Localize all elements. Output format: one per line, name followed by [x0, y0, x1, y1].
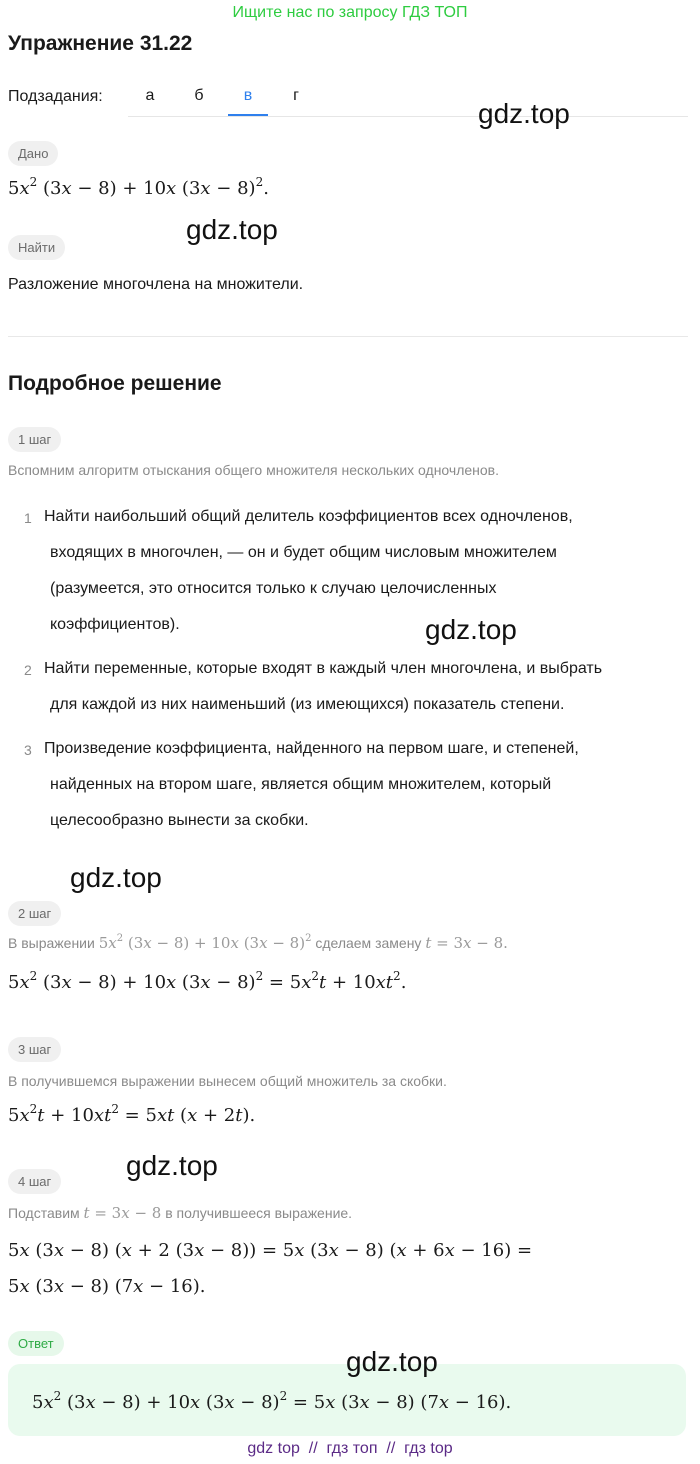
- footer-links[interactable]: gdz top // гдз топ // гдз top: [247, 1440, 453, 1457]
- watermark: gdz.top: [70, 862, 162, 893]
- given-expression: $5x^2$ (3x − 8) + 10x $(3x - 8)^2$.: [8, 175, 269, 199]
- step-4-note: Подставим t = 3x − 8 в получившееся выражение.: [8, 1204, 353, 1222]
- answer-equation: $5x^2$ (3x − 8) + 10x $(3x - 8)^2 = 5x$ (3x − 8) (7x − 16).: [32, 1389, 512, 1413]
- subtasks-label: Подзадания:: [8, 88, 103, 105]
- step-3-note: В получившемся выражении вынесем общий множитель за скобки.: [8, 1073, 447, 1089]
- page-title: Упражнение 31.22: [8, 32, 193, 55]
- answer-badge: Ответ: [8, 1331, 64, 1356]
- list-item-number: 3: [24, 742, 32, 758]
- find-text: Разложение многочлена на множители.: [8, 276, 304, 293]
- step-2-badge: 2 шаг: [8, 901, 61, 926]
- watermark: gdz.top: [126, 1150, 218, 1181]
- search-banner: Ищите нас по запросу ГДЗ ТОП: [232, 4, 468, 21]
- step-2-note: В выражении $5x^2$ (3x − 8) + 10x $(3x - 8)^2$ сделаем замену t = 3x − 8.: [8, 933, 508, 952]
- watermark: gdz.top: [346, 1346, 438, 1377]
- list-item-number: 2: [24, 662, 32, 678]
- step-4-equation-line-1: 5x (3x − 8) (x + 2 (3x − 8)) = 5x (3x − 8) (x + 6x − 16) =: [8, 1240, 533, 1261]
- tab-v[interactable]: в: [243, 87, 253, 104]
- subtask-tabs: [128, 78, 688, 117]
- given-badge: Дано: [8, 141, 58, 166]
- solution-heading: Подробное решение: [8, 372, 222, 395]
- tab-a[interactable]: а: [145, 87, 155, 104]
- step-2-equation: $5x^2$ (3x − 8) + 10x $(3x - 8)^2 = 5x^2t + 10xt^2$.: [8, 969, 407, 993]
- step-4-badge: 4 шаг: [8, 1169, 61, 1194]
- list-item: Произведение коэффициента, найденного на первом шаге, и степеней, найденных на втором шаге, является общим множителем, который целесообразно вынести за скобки.: [44, 740, 579, 829]
- tab-g[interactable]: г: [293, 87, 299, 104]
- step-3-badge: 3 шаг: [8, 1037, 61, 1062]
- active-tab-indicator: [228, 114, 268, 116]
- tab-b[interactable]: б: [194, 87, 204, 104]
- list-item: Найти наибольший общий делитель коэффициентов всех одночленов, входящих в многочлен, — он и будет общим числовым множителем (разумеется, это относится только к случаю целочисленных коэффициентов).: [44, 508, 573, 633]
- watermark: gdz.top: [478, 98, 570, 129]
- divider: [8, 336, 688, 337]
- find-badge: Найти: [8, 235, 65, 260]
- list-item: Найти переменные, которые входят в каждый член многочлена, и выбрать для каждой из них наименьший (из имеющихся) показатель степени.: [44, 660, 603, 713]
- step-4-equation-line-2: 5x (3x − 8) (7x − 16).: [8, 1276, 206, 1297]
- watermark: gdz.top: [186, 214, 278, 245]
- step-1-note: Вспомним алгоритм отыскания общего множителя нескольких одночленов.: [8, 462, 500, 478]
- watermark: gdz.top: [425, 614, 517, 645]
- list-item-number: 1: [24, 510, 32, 526]
- step-1-badge: 1 шаг: [8, 427, 61, 452]
- step-3-equation: $5x^2t + 10xt^2 = 5xt$ (x + 2t).: [8, 1102, 256, 1126]
